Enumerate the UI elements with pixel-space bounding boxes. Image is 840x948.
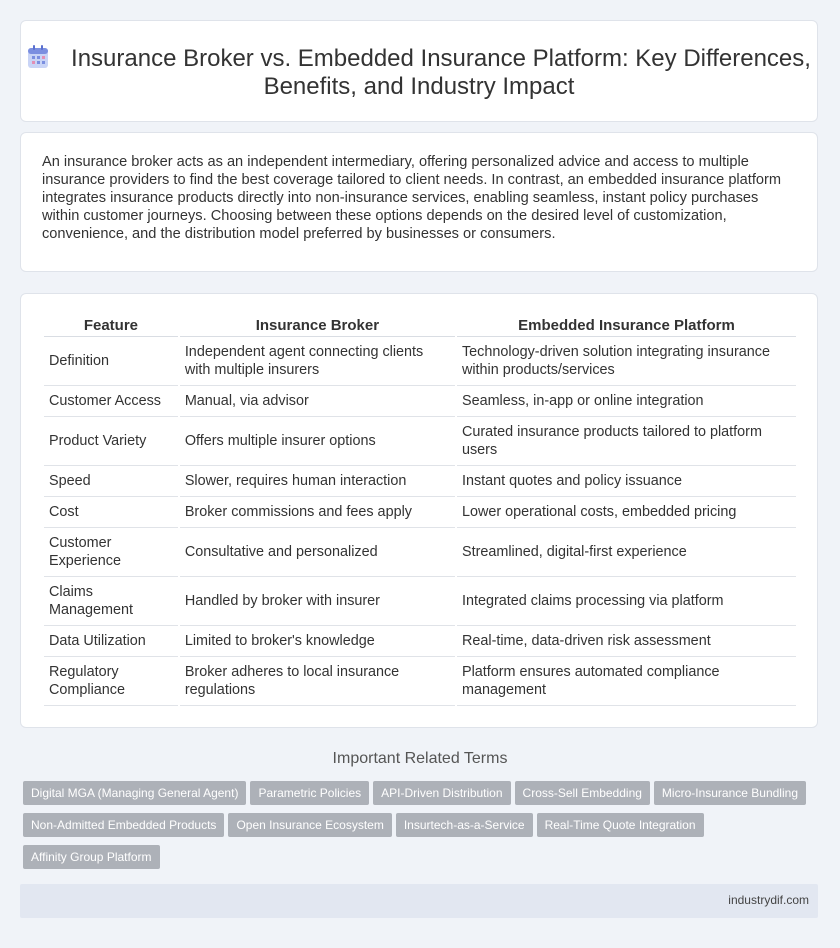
embedded-cell: Lower operational costs, embedded pricing: [457, 497, 796, 528]
feature-cell: Customer Access: [44, 386, 178, 417]
feature-cell: Speed: [44, 466, 178, 497]
embedded-cell: Instant quotes and policy issuance: [457, 466, 796, 497]
feature-cell: Claims Management: [44, 577, 178, 626]
embedded-cell: Real-time, data-driven risk assessment: [457, 626, 796, 657]
related-term-tag[interactable]: Affinity Group Platform: [23, 845, 160, 869]
related-terms-title: Important Related Terms: [332, 750, 508, 767]
table-row: [44, 626, 796, 657]
table-row: [44, 497, 796, 528]
feature-cell: Regulatory Compliance: [44, 657, 178, 706]
table-row: [44, 577, 796, 626]
broker-cell: Broker commissions and fees apply: [180, 497, 455, 528]
related-term-tag[interactable]: API-Driven Distribution: [373, 781, 510, 805]
broker-cell: Manual, via advisor: [180, 386, 455, 417]
related-term-tag[interactable]: Non-Admitted Embedded Products: [23, 813, 224, 837]
column-header-embedded: Embedded Insurance Platform: [457, 316, 796, 337]
related-term-tag[interactable]: Cross-Sell Embedding: [515, 781, 650, 805]
page-title: [27, 45, 811, 100]
comparison-table: [42, 316, 798, 706]
table-row: [44, 337, 796, 386]
related-term-tag[interactable]: Open Insurance Ecosystem: [228, 813, 391, 837]
table-row: [44, 528, 796, 577]
column-header-feature: Feature: [44, 316, 178, 337]
related-terms-list: [23, 781, 823, 877]
feature-cell: Definition: [44, 337, 178, 386]
intro-card: [20, 132, 818, 272]
calendar-grid-icon: [27, 45, 49, 69]
table-row: [44, 417, 796, 466]
related-term-tag[interactable]: Digital MGA (Managing General Agent): [23, 781, 246, 805]
footer-source-link[interactable]: industrydif.com: [728, 893, 809, 907]
broker-cell: Independent agent connecting clients with multiple insurers: [180, 337, 455, 386]
page-title-text: Insurance Broker vs. Embedded Insurance Platform: Key Differences, Benefits, and Industry Impact: [71, 45, 811, 100]
broker-cell: Consultative and personalized: [180, 528, 455, 577]
related-term-tag[interactable]: Micro-Insurance Bundling: [654, 781, 806, 805]
feature-cell: Customer Experience: [44, 528, 178, 577]
title-card: [20, 20, 818, 122]
broker-cell: Broker adheres to local insurance regulations: [180, 657, 455, 706]
related-term-tag[interactable]: Parametric Policies: [250, 781, 369, 805]
table-header-row: [44, 316, 796, 337]
footer-bar: [20, 884, 818, 918]
comparison-table-card: [20, 293, 818, 728]
broker-cell: Limited to broker's knowledge: [180, 626, 455, 657]
broker-cell: Offers multiple insurer options: [180, 417, 455, 466]
column-header-broker: Insurance Broker: [180, 316, 455, 337]
embedded-cell: Integrated claims processing via platform: [457, 577, 796, 626]
broker-cell: Handled by broker with insurer: [180, 577, 455, 626]
embedded-cell: Seamless, in-app or online integration: [457, 386, 796, 417]
intro-paragraph: An insurance broker acts as an independent intermediary, offering personalized advice and access to multiple insurance providers to find the best coverage tailored to client needs. In contrast, an embedded insurance platform integrates insurance products directly into non-insurance services, enabling seamless, instant policy purchases within customer journeys. Choosing between these options depends on the desired level of customization, convenience, and the distribution model preferred by businesses or consumers.: [42, 154, 782, 242]
embedded-cell: Platform ensures automated compliance management: [457, 657, 796, 706]
related-term-tag[interactable]: Insurtech-as-a-Service: [396, 813, 533, 837]
table-row: [44, 657, 796, 706]
broker-cell: Slower, requires human interaction: [180, 466, 455, 497]
feature-cell: Cost: [44, 497, 178, 528]
title-wrap: [21, 45, 817, 101]
table-row: [44, 466, 796, 497]
feature-cell: Data Utilization: [44, 626, 178, 657]
embedded-cell: Streamlined, digital-first experience: [457, 528, 796, 577]
embedded-cell: Technology-driven solution integrating insurance within products/services: [457, 337, 796, 386]
table-row: [44, 386, 796, 417]
embedded-cell: Curated insurance products tailored to platform users: [457, 417, 796, 466]
related-term-tag[interactable]: Real-Time Quote Integration: [537, 813, 704, 837]
feature-cell: Product Variety: [44, 417, 178, 466]
